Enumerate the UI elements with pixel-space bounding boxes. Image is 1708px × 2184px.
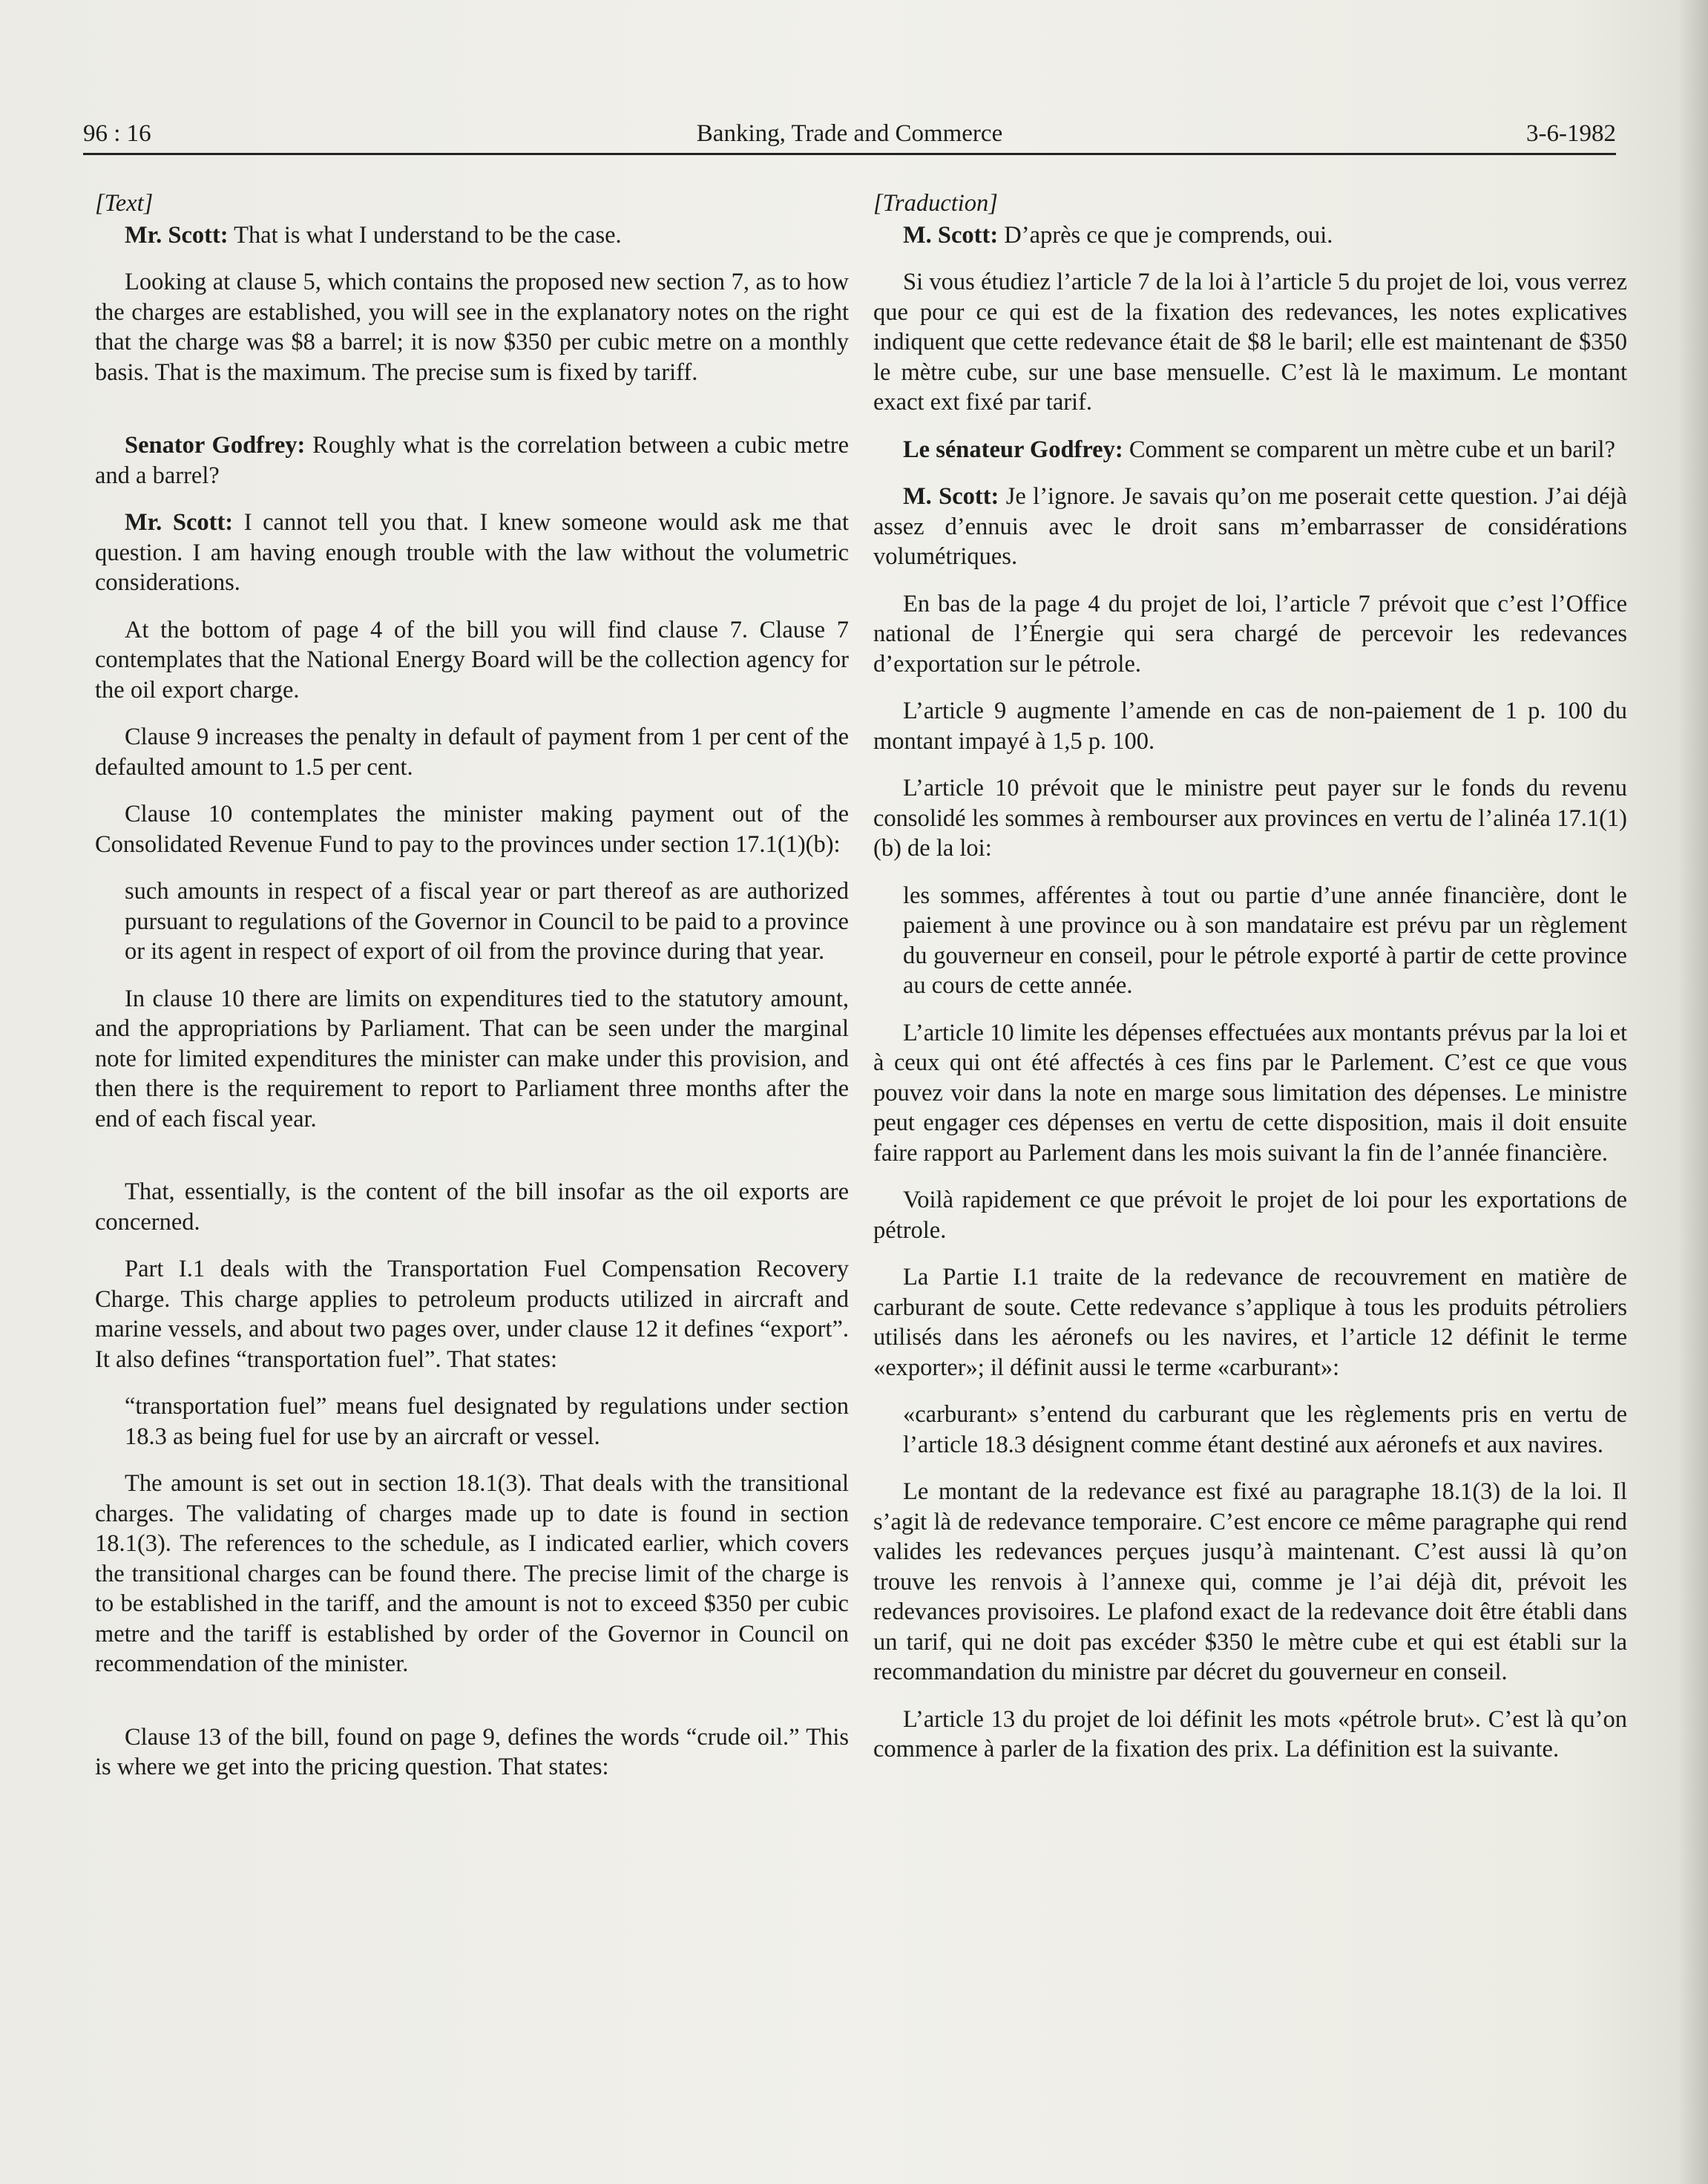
paragraph: Clause 10 contemplates the minister making payment out of the Consolidated Revenue Fund to pay to the provinces under section 17.1(1)(b):	[95, 801, 849, 858]
block-quote: “transportation fuel” means fuel designated by regulations under section 18.3 as being fuel for use by an aircraft or vessel.	[125, 1393, 849, 1450]
paragraph: M. Scott: Je l’ignore. Je savais qu’on me poserait cette question. J’ai déjà assez d’ennuis avec le droit sans m’embarrasser de considérations volumétriques.	[873, 483, 1627, 570]
speaker: M. Scott:	[903, 483, 999, 510]
paragraph: Le montant de la redevance est fixé au paragraphe 18.1(3) de la loi. Il s’agit là de redevance temporaire. C’est encore ce même paragraphe qui rend valides les redevances perçues jusqu’à maintenant. C’est aussi là qu’on trouve les renvois à l’annexe qui, comme je l’ai déjà dit, prévoit les redevances provisoires. Le plafond exact de la redevance doit être établi dans un tarif, qui ne doit pas excéder $350 le mètre cube et qui est établi sur la recommandation du ministre par décret du gouverneur en conseil.	[873, 1478, 1627, 1685]
paragraph: At the bottom of page 4 of the bill you will find clause 7. Clause 7 contemplates that the National Energy Board will be the collection agency for the oil export charge.	[95, 616, 849, 704]
paragraph: L’article 10 prévoit que le ministre peut payer sur le fonds du revenu consolidé les sommes à rembourser aux provinces en vertu de l’alinéa 17.1(1)(b) de la loi:	[873, 775, 1627, 862]
paragraph: The amount is set out in section 18.1(3). That deals with the transitional charges. The validating of charges made up to date is found in section 18.1(3). The references to the schedule, as I indicated earlier, which covers the transitional charges can be found there. The precise limit of the charge is to be established in the tariff, and the amount is not to exceed $350 per cubic metre and the tariff is established by order of the Governor in Council on recommendation of the minister.	[95, 1470, 849, 1677]
paragraph: Mr. Scott: I cannot tell you that. I knew someone would ask me that question. I am having enough trouble with the law without the volumetric considerations.	[95, 509, 849, 596]
paragraph: Clause 13 of the bill, found on page 9, defines the words “crude oil.” This is where we get into the pricing question. That states:	[95, 1723, 849, 1780]
paragraph: Senator Godfrey: Roughly what is the correlation between a cubic metre and a barrel?	[95, 432, 850, 489]
english-column	[95, 188, 849, 1800]
paragraph: Looking at clause 5, which contains the proposed new section 7, as to how the charges are established, you will see in the explanatory notes on the right that the charge was $8 a barrel; it is now $350 per cubic metre on a monthly basis. That is the maximum. The precise sum is fixed by tariff.	[95, 269, 849, 386]
header-date: 3-6-1982	[1526, 120, 1616, 147]
paragraph: Voilà rapidement ce que prévoit le projet de loi pour les exportations de pétrole.	[873, 1187, 1627, 1244]
paragraph: Part I.1 deals with the Transportation Fuel Compensation Recovery Charge. This charge applies to petroleum products utilized in aircraft and marine vessels, and about two pages over, under clause 12 it defines “export”. It also defines “transportation fuel”. That states:	[95, 1256, 849, 1373]
paragraph: M. Scott: D’après ce que je comprends, oui.	[903, 221, 1333, 249]
speaker: Senator Godfrey:	[125, 432, 306, 459]
traduction-tag: [Traduction]	[873, 190, 998, 217]
paragraph: La Partie I.1 traite de la redevance de recouvrement en matière de carburant de soute. Cette redevance s’applique à tous les produits pétroliers utilisés dans les aéronefs ou les navires, et l’article 12 définit le terme «exporter»; il définit aussi le terme «carburant»:	[873, 1264, 1627, 1381]
speaker: Mr. Scott:	[125, 221, 229, 249]
paragraph: Si vous étudiez l’article 7 de la loi à l’article 5 du projet de loi, vous verrez que pour ce qui est de la fixation des redevances, les notes explicatives indiquent que cette redevance était de $8 le baril; elle est maintenant de $350 le mètre cube, sur une base mensuelle. C’est là le maximum. Le montant exact ext fixé par tarif.	[873, 269, 1627, 416]
block-quote: «carburant» s’entend du carburant que les règlements pris en vertu de l’article 18.3 désignent comme étant destiné aux aéronefs et aux navires.	[903, 1401, 1627, 1458]
speaker: Le sénateur Godfrey:	[903, 436, 1123, 463]
text-tag: [Text]	[95, 190, 154, 217]
paragraph: Mr. Scott: That is what I understand to be the case.	[125, 221, 622, 249]
paragraph: L’article 9 augmente l’amende en cas de non-paiement de 1 p. 100 du montant impayé à 1,5 p. 100.	[873, 698, 1627, 755]
paragraph: Clause 9 increases the penalty in default of payment from 1 per cent of the defaulted amount to 1.5 per cent.	[95, 724, 849, 781]
paragraph: Le sénateur Godfrey: Comment se comparent un mètre cube et un baril?	[903, 436, 1616, 463]
paragraph: L’article 13 du projet de loi définit les mots «pétrole brut». C’est là qu’on commence à parler de la fixation des prix. La définition est la suivante.	[873, 1705, 1627, 1762]
page-number: 96 : 16	[83, 120, 151, 147]
speaker: M. Scott:	[903, 221, 999, 249]
paragraph: In clause 10 there are limits on expenditures tied to the statutory amount, and the appropriations by Parliament. That can be seen under the marginal note for limited expenditures the minister can make under this provision, and then there is the requirement to report to Parliament three months after the end of each fiscal year.	[95, 985, 849, 1132]
running-title: Banking, Trade and Commerce	[696, 120, 1003, 147]
block-quote: such amounts in respect of a fiscal year or part thereof as are authorized pursuant to regulations of the Governor in Council to be paid to a province or its agent in respect of export of oil from the province during that year.	[125, 878, 849, 965]
paragraph: L’article 10 limite les dépenses effectuées aux montants prévus par la loi et à ceux qui ont été affectés à ces fins par le Parlement. C’est ce que vous pouvez voir dans la note en marge sous limitation des dépenses. Le ministre peut engager ces dépenses en vertu de cette disposition, mais il doit ensuite faire rapport au Parlement dans les mois suivant la fin de l’année financière.	[873, 1019, 1627, 1167]
block-quote: les sommes, afférentes à tout ou partie d’une année financière, dont le paiement à une province ou à son mandataire est prévu par un règlement du gouverneur en conseil, pour le pétrole exporté à partir de cette province au cours de cette année.	[903, 882, 1627, 999]
paragraph: That, essentially, is the content of the bill insofar as the oil exports are concerned.	[95, 1178, 849, 1236]
paragraph: En bas de la page 4 du projet de loi, l’article 7 prévoit que c’est l’Office national de l’Énergie qui sera chargé de percevoir les redevances d’exportation sur le pétrole.	[873, 590, 1627, 678]
french-column	[873, 188, 1627, 1782]
page-edge-shadow	[1678, 0, 1708, 2184]
header-rule	[83, 153, 1616, 155]
running-header	[83, 116, 1616, 151]
speaker: Mr. Scott:	[125, 509, 234, 536]
